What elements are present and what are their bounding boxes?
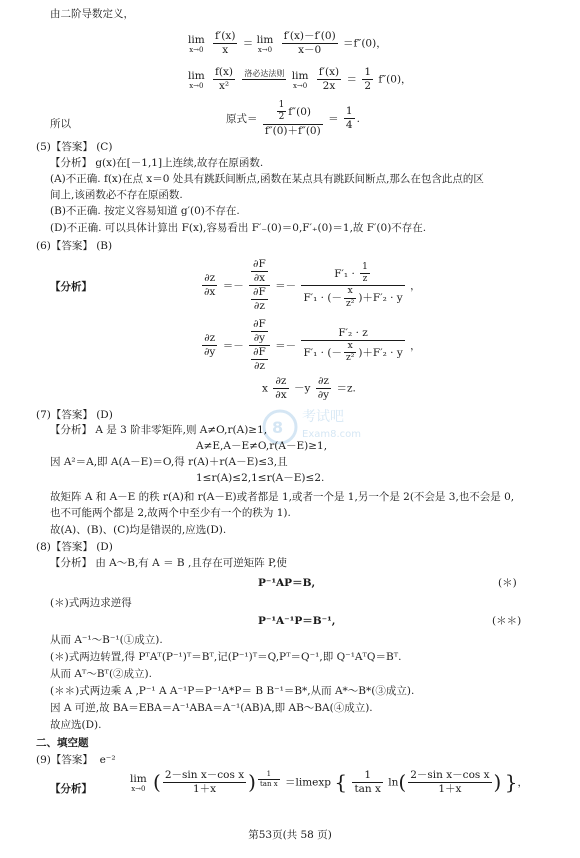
lhopital-rule-label: 洛必达法则 [244,69,285,79]
q9-answer: (9)【答案】 e⁻² [36,754,116,766]
eq-second-derivative: lim x→0 $\frac{f'(x)}{x}$ ＝ lim x→0 $\frac{f'(x)-f'(0)}{x-0}$ ＝f″(0)， [188,30,387,57]
q5-option-a-cont: 间上,该函数必不存在原函数. [50,189,183,201]
fraction: $\frac{f(x)}{\text{x²}}$ [215,66,234,93]
q5-option-b: (B)不正确. 按定义容易知道 g′(0)不存在. [50,205,240,217]
q8-eq-star: P⁻¹AP＝B, [258,577,316,589]
q8-line8: (＊＊)式两边乘 A ,P⁻¹ A A⁻¹P＝P⁻¹A*P＝ B B⁻¹＝B*,从而 A*～B*(③成立). [50,685,415,697]
q6-analysis-label: 【分析】 [50,281,92,293]
q8-eq-star-tag: (＊) [498,577,517,589]
q8-line1: 【分析】 由 A～B,有 A ＝ B ,且存在可逆矩阵 P,使 [50,557,287,569]
q5-option-a: (A)不正确. f(x)在点 x＝0 处具有跳跃间断点,函数在某点具有跳跃间断点,那么在包含此点的区 [50,173,484,185]
fraction: $\frac{f'(x)}{x}$ [215,30,236,57]
q8-line5: 从而 A⁻¹～B⁻¹(①成立). [50,634,163,646]
q9-analysis-label: 【分析】 [50,783,92,795]
q7-line2: A≠E,A－E≠O,r(A－E)≥1, [196,440,328,452]
q8-eq-doublestar-tag: (＊＊) [492,615,522,627]
q8-line3: (＊)式两边求逆得 [50,597,132,609]
q5-option-d: (D)不正确. 可以具体计算出 F(x),容易看出 F′₋(0)＝0,F′₊(0)＝1,故 F′(0)不存在. [50,222,427,234]
fraction: $\frac{1}{2}$ [364,66,372,93]
fraction: $\frac{f'(x)}{2x}$ [318,66,340,93]
so-label: 所以 [50,118,71,130]
q8-line6: (＊)式两边转置,得 PᵀAᵀ(P⁻¹)ᵀ＝Bᵀ,记(P⁻¹)ᵀ＝Q,Pᵀ＝Q⁻¹,即 Q⁻¹AᵀQ＝Bᵀ. [50,651,402,663]
q7-answer: (7)【答案】 (D) [36,409,113,421]
lim-operator: lim x→0 [188,69,205,90]
q7-line5: 故矩阵 A 和 A－E 的秩 r(A)和 r(A－E)或者都是 1,或者一个是 1,另一个是 2(不会是 3,也不会是 0, [50,491,515,503]
q8-line7: 从而 Aᵀ～Bᵀ(②成立). [50,668,152,680]
lim-operator: lim x→0 [291,69,309,90]
fraction: $\frac{f'(x)-f'(0)}{x-0}$ [283,30,336,57]
fraction: $\frac{1}{2}$ f″(0) f″(0)＋f″(0) [264,100,321,137]
lim-operator: lim x→0 [188,33,205,54]
q6-eq-dzdy: $\frac{\partial z}{\partial y}$ ＝－ $\frac{\frac{\partial F}{\partial y}}{\frac{\partial F}{\partial z}}$ ＝－ F′₂ · z F′₁ · (－ $\frac{x}{\text{z²}}$ )＋F′₂ · y ， [204,318,421,373]
q7-line4: 1≤r(A)≤2,1≤r(A－E)≤2. [196,472,325,484]
q8-answer: (8)【答案】 (D) [36,541,113,553]
intro-line: 由二阶导数定义， [50,8,134,20]
q6-eq-dzdx: $\frac{\partial z}{\partial x}$ ＝－ $\frac{\frac{\partial F}{\partial x}}{\frac{\partial F}{\partial z}}$ ＝－ F′₁ · $\frac{1}{z}$ F′₁ · (－ $\frac{x}{\text{z²}}$ )＋F′₂ · y ， [204,258,421,313]
q7-line1: 【分析】 A 是 3 阶非零矩阵,则 A≠O,r(A)≥1, [50,424,268,436]
fraction: $\frac{1}{4}$ [345,105,353,132]
q6-eq-result: x $\frac{\partial z}{\partial x}$ －y $\frac{\partial z}{\partial y}$ ＝z. [262,375,356,402]
q7-line3: 因 A²＝A,即 A(A－E)＝O,得 r(A)＋r(A－E)≤3,且 [50,456,288,468]
q7-line6: 也不可能两个都是 2,故两个中至少有一个的秩为 1). [50,507,291,519]
q7-line7: 故(A)、(B)、(C)均是错误的,应选(D). [50,524,227,536]
q8-eq-doublestar: P⁻¹A⁻¹P＝B⁻¹, [258,615,336,627]
eq-lhopital: lim x→0 $\frac{f(x)}{\text{x²}}$ 洛必达法则 lim x→0 $\frac{f'(x)}{2x}$ ＝ $\frac{1}{2}$ f″(0)， [188,66,412,93]
eq-result: 原式＝ $\frac{1}{2}$ f″(0) f″(0)＋f″(0) ＝ $\frac{1}{4}$ . [226,100,360,137]
q8-line9: 因 A 可逆,故 BA＝EBA＝A⁻¹ABA＝A⁻¹(AB)A,即 AB～BA(④成立). [50,702,373,714]
watermark-text-en: Exam8.com [302,429,362,440]
section-title-fill-in: 二、填空题 [36,737,89,749]
q8-line10: 故应选(D). [50,719,102,731]
page-footer: 第53页(共 58 页) [248,829,332,841]
lim-operator: lim x→0 [256,33,274,54]
q5-analysis: 【分析】 g(x)在[－1,1]上连续,故存在原函数. [50,157,264,169]
watermark-text-cn: 考试吧 [302,409,344,425]
q5-answer: (5)【答案】 (C) [36,141,113,153]
svg-text:8: 8 [272,418,284,437]
q6-answer: (6)【答案】 (B) [36,240,113,252]
q9-eq: lim x→0 ( $\frac{\text{2－sin x－cos x}}{1+x}$ ) $^{\frac{1}{\text{tan x}}}$ ＝limexp { $\frac{1}{\text{tan x}}$ ln( $\frac{\text{2－sin x－cos x}}{1+x}$ ) }， [130,769,528,796]
